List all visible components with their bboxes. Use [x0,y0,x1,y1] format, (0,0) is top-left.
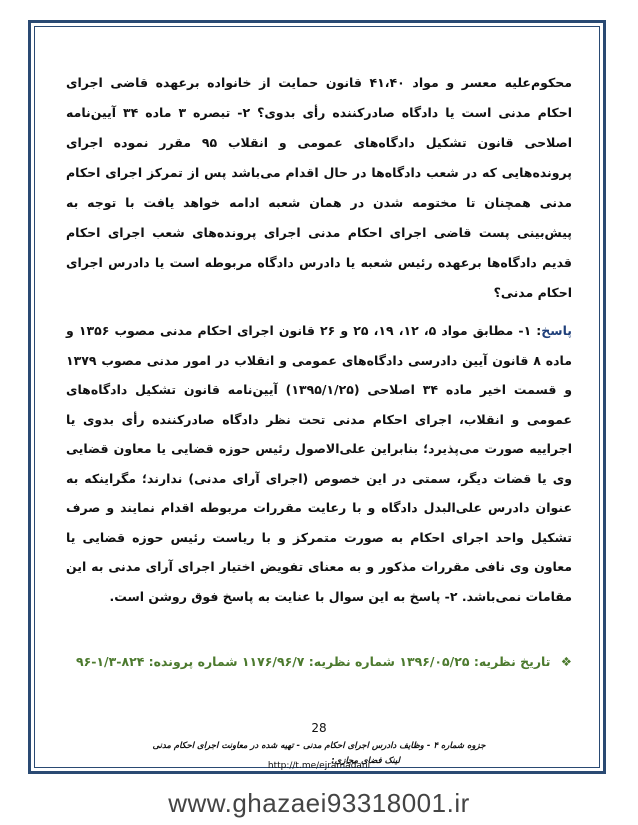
footer-booklet-title: جزوه شماره ۴ - وظایف دادرس اجرای احکام مدنی - تهیه شده در معاونت اجرای احکام مدنی [152,741,486,751]
diamond-bullet-icon: ❖ [560,654,572,669]
footer-link-label: لینک فضای مجازی: [331,756,400,766]
footer-link-url[interactable]: http://t.me/ejramadani [267,761,371,771]
document-body [66,68,572,673]
question-paragraph: محکوم‌علیه معسر و مواد ۴۱،۴۰ قانون حمایت از خانواده برعهده قاضی اجرای احکام مدنی است یا دادگاه صادرکننده رأی بدوی؟ ۲- تبصره ۳ ماده ۳۴ آیین‌نامه اصلاحی قانون تشکیل دادگاه‌های عمومی و انقلاب ۹۵ مقرر نموده اجرای پرونده‌هایی که در شعب دادگاه‌ها در حال اقدام می‌باشد پس از تمرکز اجرای احکام مدنی همچنان تا مختومه شدن در همان شعبه ادامه خواهد یافت با توجه به پیش‌بینی پست قاضی اجرای احکام مدنی اجرای پرونده‌های شعب اجرای احکام قدیم دادگاه‌ها برعهده رئیس شعبه یا دادرس دادگاه مربوطه است یا دادرس اجرای احکام مدنی؟ [66,75,572,300]
opinion-meta-line [66,651,572,673]
page-number: 28 [311,721,327,735]
answer-paragraph [66,316,572,611]
website-watermark: www.ghazaei93318001.ir [168,788,470,818]
answer-label: پاسخ [541,323,572,338]
answer-text: : ۱- مطابق مواد ۵، ۱۲، ۱۹، ۲۵ و ۲۶ قانون اجرای احکام مدنی مصوب ۱۳۵۶ و ماده ۸ قانون آیین دادرسی دادگاه‌های عمومی و انقلاب در امور مدنی مصوب ۱۳۷۹ و قسمت اخیر ماده ۳۴ اصلاحی (۱۳۹۵/۱/۲۵) آیین‌نامه قانون تشکیل دادگاه‌های عمومی و انقلاب، اجرای احکام مدنی تحت نظر دادگاه صادرکننده رأی بدوی یا اجراییه صورت می‌پذیرد؛ بنابراین علی‌الاصول رئیس حوزه قضایی یا معاون قضایی وی یا قضات دیگر، سمتی در این خصوص (اجرای آرای مدنی) ندارند؛ مگراینکه به عنوان دادرس علی‌البدل دادگاه و با رعایت مقررات مربوطه اقدام نمایند و صرف تشکیل واحد اجرای احکام به صورت متمرکز و با ریاست رئیس حوزه قضایی یا معاون وی نافی مقررات مذکور و به معنای تفویض اختیار اجرای آرای مدنی به این مقامات نمی‌باشد. ۲- پاسخ به این سوال با عنایت به پاسخ فوق روشن است. [66,323,573,604]
opinion-meta-text: تاریخ نظریه: ۱۳۹۶/۰۵/۲۵ شماره نظریه: ۱۱۷۶/۹۶/۷ شماره پرونده: ۸۲۴-۱/۳-۹۶ [75,654,551,669]
